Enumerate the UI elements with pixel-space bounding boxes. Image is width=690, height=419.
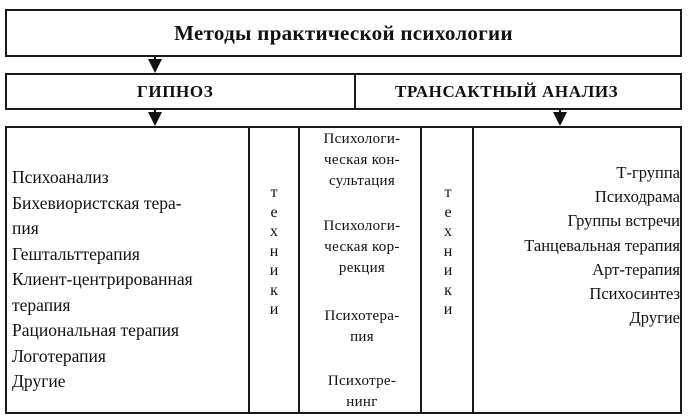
list-item: терапия (12, 294, 71, 315)
left-methods-list (12, 165, 193, 395)
list-item: пия (12, 218, 39, 238)
list-item: Логотерапия (12, 345, 106, 366)
branch-transactional-analysis: ТРАНСАКТНЫЙ АНАЛИЗ (395, 81, 619, 101)
list-item: Танцевальная терапия (524, 235, 680, 255)
list-item: Психоанализ (12, 167, 109, 187)
list-item: Гештальттерапия (12, 243, 140, 264)
center-item-training: Психотре- нинг (327, 373, 397, 410)
list-item: Арт-терапия (592, 259, 680, 279)
techniques-label-right: т е х н и к и (443, 184, 453, 318)
list-item: Группы встречи (567, 211, 680, 231)
center-item-correction: Психологи- ческая кор- рекция (323, 218, 401, 276)
branch-divider (354, 75, 356, 108)
column-divider (298, 128, 300, 412)
column-divider (472, 128, 474, 412)
center-item-psychotherapy: Психотера- пия (324, 308, 400, 345)
list-item: Рациональная терапия (12, 320, 180, 340)
list-item: Психодрама (594, 187, 680, 207)
branch-hypnosis: ГИПНОЗ (137, 81, 214, 101)
diagram-title-box (5, 9, 682, 57)
list-item: Другие (12, 371, 66, 391)
diagram-title: Методы практической психологии (174, 20, 513, 45)
list-item: Другие (629, 308, 680, 328)
techniques-label-left: т е х н и к и (269, 184, 279, 318)
list-item: Клиент-центрированная (12, 269, 193, 289)
arrow-down-icon (148, 59, 162, 73)
column-divider (248, 128, 250, 412)
list-item: Психосинтез (589, 284, 680, 304)
methods-box (5, 126, 682, 414)
list-item: Т-группа (616, 163, 680, 182)
arrow-down-icon (553, 112, 567, 126)
right-methods-list (475, 161, 680, 330)
center-item-consultation: Психологи- ческая кон- сультация (323, 131, 401, 189)
arrow-down-icon (148, 112, 162, 126)
list-item: Бихевиористская тера- (12, 192, 182, 213)
branch-row (5, 73, 682, 110)
